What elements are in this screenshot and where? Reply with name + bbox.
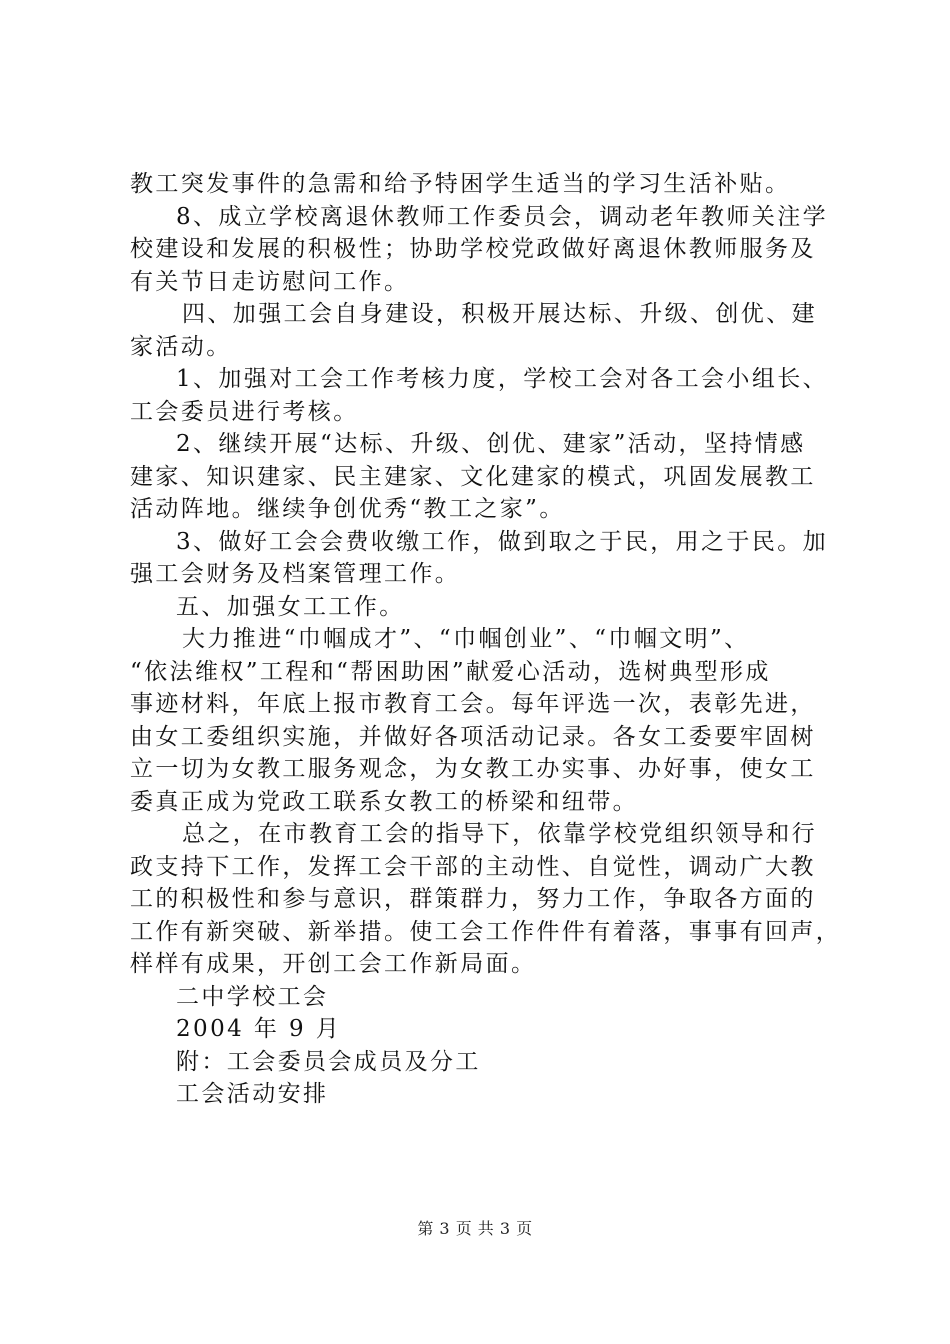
text-line: 工会委员进行考核。 [130, 398, 359, 425]
text-line: 立一切为女教工服务观念，为女教工办实事、办好事，使女工 [130, 756, 816, 782]
text-line: 由女工委组织实施，并做好各项活动记录。各女工委要牢固树 [130, 723, 816, 750]
text-line: 教工突发事件的急需和给予特困学生适当的学习生活补贴。 [130, 171, 791, 197]
document-body [130, 168, 842, 1111]
text-line: 1、加强对工会工作考核力度，学校工会对各工会小组长、 [176, 366, 829, 392]
text-line: 工作有新突破、新举措。使工会工作件件有着落，事事有回声， [130, 918, 842, 945]
text-line: 工的积极性和参与意识，群策群力，努力工作，争取各方面的 [130, 886, 816, 912]
text-line: 强工会财务及档案管理工作。 [130, 561, 461, 587]
text-line: 五、加强女工工作。 [176, 593, 405, 620]
text-line: 总之，在市教育工会的指导下，依靠学校党组织领导和行 [182, 821, 817, 847]
text-line: 校建设和发展的积极性；协助学校党政做好离退休教师服务及 [130, 236, 816, 262]
text-line: 附：工会委员会成员及分工 [176, 1048, 481, 1075]
text-line: 四、加强工会自身建设，积极开展达标、升级、创优、建 [182, 301, 817, 327]
text-line: 样样有成果，开创工会工作新局面。 [130, 951, 537, 977]
text-line: 政支持下工作，发挥工会干部的主动性、自觉性，调动广大教 [130, 853, 816, 880]
text-line: 建家、知识建家、民主建家、文化建家的模式，巩固发展教工 [130, 463, 816, 490]
text-line: 事迹材料，年底上报市教育工会。每年评选一次，表彰先进， [130, 691, 816, 717]
text-line: 2004 年 9 月 [176, 1016, 342, 1042]
text-line: 2、继续开展“达标、升级、创优、建家”活动，坚持情感 [176, 431, 806, 457]
text-line: 有关节日走访慰问工作。 [130, 268, 410, 295]
page-footer: 第 3 页 共 3 页 [417, 1219, 533, 1238]
text-line: 3、做好工会会费收缴工作，做到取之于民，用之于民。加 [176, 528, 829, 555]
text-line: 大力推进“巾帼成才”、“巾帼创业”、“巾帼文明”、 [182, 626, 750, 652]
text-line: 工会活动安排 [176, 1081, 329, 1107]
text-line: “依法维权”工程和“帮困助困”献爱心活动，选树典型形成 [130, 658, 771, 685]
text-line: 活动阵地。继续争创优秀“教工之家”。 [130, 496, 565, 522]
text-line: 8、成立学校离退休教师工作委员会，调动老年教师关注学 [176, 203, 829, 230]
text-line: 家活动。 [130, 333, 232, 360]
text-line: 二中学校工会 [176, 983, 329, 1010]
text-line: 委真正成为党政工联系女教工的桥梁和纽带。 [130, 788, 638, 815]
